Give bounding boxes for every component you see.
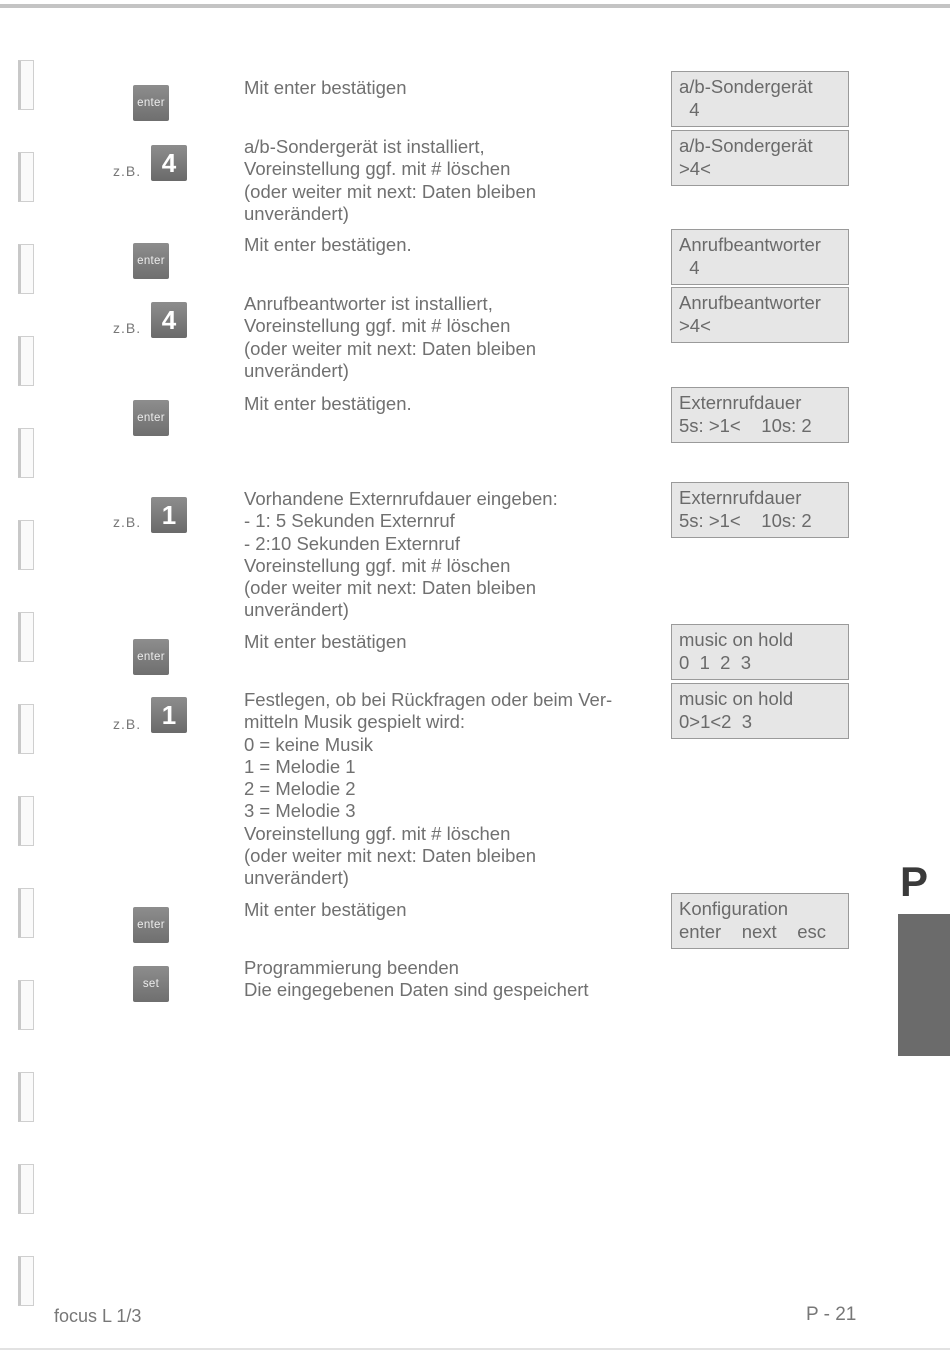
lcd-display-9 — [671, 893, 849, 949]
step-8-text: Festlegen, ob bei Rückfragen oder beim Ver- mitteln Musik gespielt wird: 0 = keine Musik 1 = Melodie 1 2 = Melodie 2 3 = Melodie 3 Voreinstellung ggf. mit # löschen (oder weiter mit next: Daten bleiben unverändert) — [244, 689, 613, 889]
set-key-icon: set — [133, 966, 169, 1002]
lcd-line-1: music on hold — [679, 629, 794, 650]
margin-mark — [18, 428, 34, 478]
lcd-line-2: 5s: >1< 10s: 2 — [679, 510, 812, 531]
step-4-text: Anrufbeantworter ist installiert, Voreinstellung ggf. mit # löschen (oder weiter mit next: Daten bleiben unverändert) — [244, 293, 537, 381]
enter-key-icon: enter — [133, 85, 169, 121]
top-rule — [0, 4, 950, 8]
step-1-text: Mit enter bestätigen — [244, 77, 407, 98]
lcd-display-1 — [671, 71, 849, 127]
margin-mark — [18, 612, 34, 662]
margin-mark — [18, 888, 34, 938]
lcd-line-1: Anrufbeantworter — [679, 234, 821, 255]
lcd-display-7 — [671, 624, 849, 680]
lcd-line-2: 4 — [679, 257, 700, 278]
margin-mark — [18, 520, 34, 570]
lcd-line-1: music on hold — [679, 688, 794, 709]
step-9-text: Mit enter bestätigen — [244, 899, 407, 920]
zb-label: z.B. — [113, 514, 142, 530]
margin-mark — [18, 1256, 34, 1306]
step-5-text: Mit enter bestätigen. — [244, 393, 412, 414]
step-6-text: Vorhandene Externrufdauer eingeben: - 1: 5 Sekunden Externruf - 2:10 Sekunden Externruf Voreinstellung ggf. mit # löschen (oder weiter mit next: Daten bleiben unverändert) — [244, 488, 558, 621]
step-10-text: Programmierung beenden Die eingegebenen Daten sind gespeichert — [244, 957, 589, 1001]
enter-key-icon: enter — [133, 400, 169, 436]
lcd-line-1: a/b-Sondergerät — [679, 76, 813, 97]
enter-key-icon: enter — [133, 907, 169, 943]
enter-key-icon: enter — [133, 639, 169, 675]
digit-4-key-icon: 4 — [151, 302, 187, 338]
lcd-line-2: >4< — [679, 315, 711, 336]
enter-key-icon: enter — [133, 243, 169, 279]
lcd-display-5 — [671, 387, 849, 443]
lcd-line-2: enter next esc — [679, 921, 827, 942]
lcd-line-2: >4< — [679, 158, 711, 179]
digit-1-key-icon: 1 — [151, 697, 187, 733]
lcd-line-2: 4 — [679, 99, 700, 120]
lcd-line-1: Externrufdauer — [679, 392, 802, 413]
lcd-line-1: Externrufdauer — [679, 487, 802, 508]
lcd-line-1: Konfiguration — [679, 898, 789, 919]
step-2-text: a/b-Sondergerät ist installiert, Voreinstellung ggf. mit # löschen (oder weiter mit next: Daten bleiben unverändert) — [244, 136, 537, 224]
margin-mark — [18, 796, 34, 846]
lcd-line-2: 5s: >1< 10s: 2 — [679, 415, 812, 436]
margin-mark — [18, 60, 34, 110]
step-7-text: Mit enter bestätigen — [244, 631, 407, 652]
margin-mark — [18, 704, 34, 754]
lcd-line-2: 0 1 2 3 — [679, 652, 751, 673]
zb-label: z.B. — [113, 320, 142, 336]
margin-mark — [18, 980, 34, 1030]
lcd-display-6 — [671, 482, 849, 538]
margin-mark — [18, 336, 34, 386]
lcd-display-2 — [671, 130, 849, 186]
lcd-display-3 — [671, 229, 849, 285]
lcd-display-4 — [671, 287, 849, 343]
zb-label: z.B. — [113, 163, 142, 179]
margin-mark — [18, 152, 34, 202]
margin-mark — [18, 1072, 34, 1122]
margin-mark — [18, 1164, 34, 1214]
lcd-line-1: a/b-Sondergerät — [679, 135, 813, 156]
bottom-rule — [0, 1348, 950, 1350]
digit-4-key-icon: 4 — [151, 145, 187, 181]
zb-label: z.B. — [113, 716, 142, 732]
digit-1-key-icon: 1 — [151, 497, 187, 533]
lcd-line-2: 0>1<2 3 — [679, 711, 753, 732]
lcd-line-1: Anrufbeantworter — [679, 292, 821, 313]
step-3-text: Mit enter bestätigen. — [244, 234, 412, 255]
section-letter: P — [900, 858, 929, 905]
lcd-display-8 — [671, 683, 849, 739]
margin-mark — [18, 244, 34, 294]
section-tab — [898, 914, 950, 1056]
page-number: P - 21 — [806, 1304, 857, 1325]
footer-model: focus L 1/3 — [54, 1306, 142, 1326]
